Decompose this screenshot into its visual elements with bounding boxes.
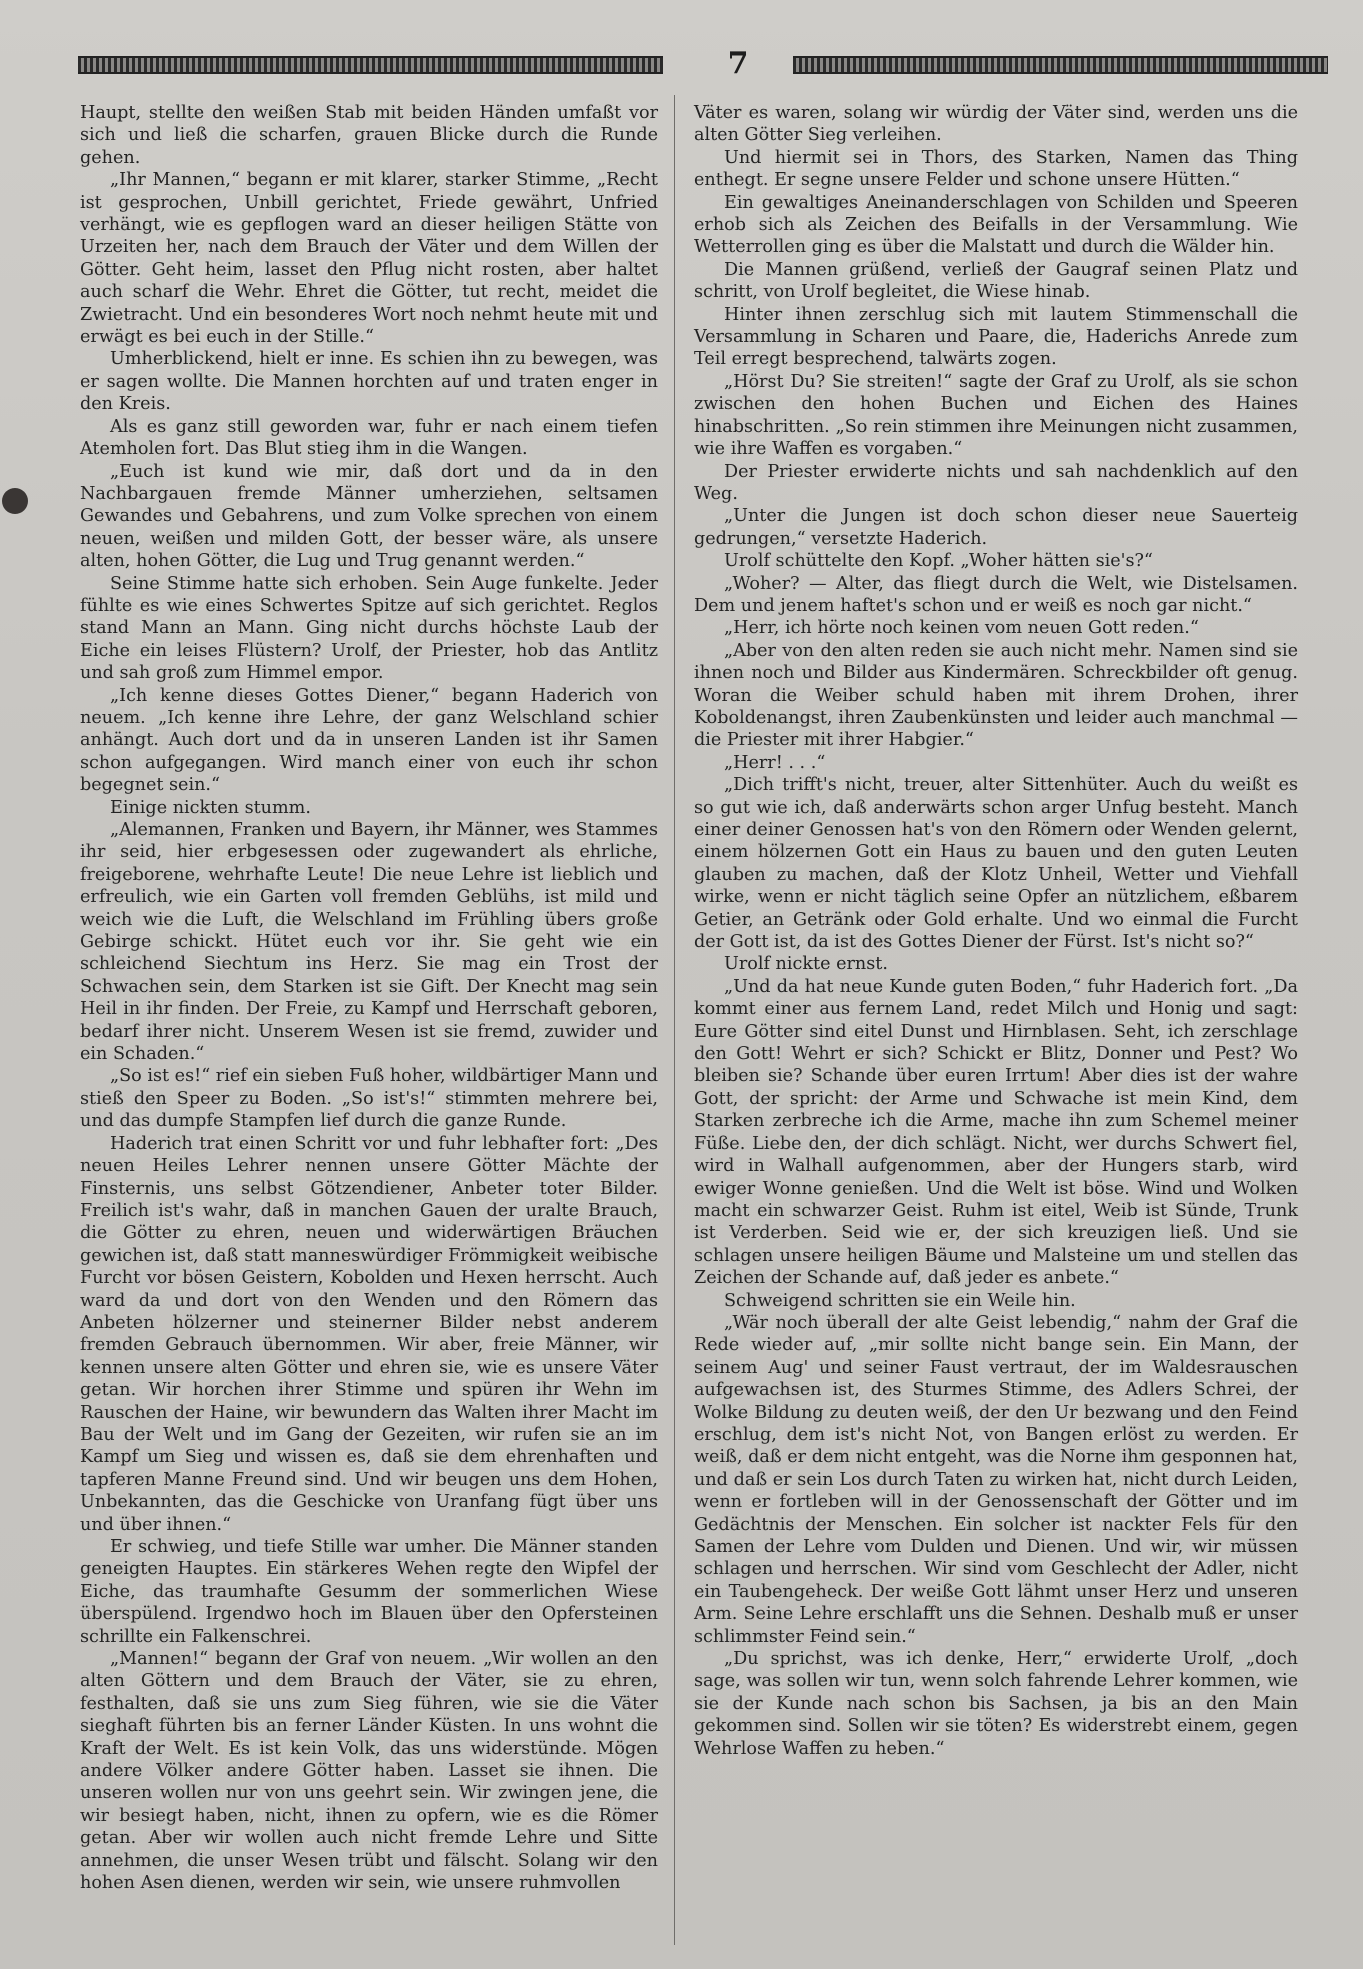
page-header <box>78 46 1328 81</box>
paragraph: „Aber von den alten reden sie auch nicht mehr. Namen sind sie ihnen noch und Bilder aus Kindermären. Schreckbilder oft genug. Woran die Weiber schuld haben mit ihrem Drohen, ihrer Koboldenangst, ihren Zaubenkünsten und leider auch manchmal — die Priester mit ihrer Habgier.“ <box>694 640 1298 751</box>
paragraph: Hinter ihnen zerschlug sich mit lautem Stimmenschall die Versammlung in Scharen und Paare, die, Haderichs Anrede zum Teil erregt besprechend, talwärts zogen. <box>694 304 1298 370</box>
paragraph: Schweigend schritten sie ein Weile hin. <box>724 1290 1076 1311</box>
paragraph: „Woher? — Alter, das fliegt durch die Welt, wie Distelsamen. Dem und jenem haftet's schon und er weiß es noch gar nicht.“ <box>694 573 1298 616</box>
header-ornament-right <box>793 56 1328 74</box>
paragraph: Ein gewaltiges Aneinanderschlagen von Schilden und Speeren erhob sich als Zeichen des Beifalls in der Versammlung. Wie Wetterrollen ging es über die Malstatt und durch die Wälder hin. <box>694 192 1298 258</box>
paragraph: Er schwieg, und tiefe Stille war umher. Die Männer standen geneigten Hauptes. Ein stärkeres Wehen regte den Wipfel der Eiche, das traumhafte Gesumm der sommerlichen Wiese überspülend. Irgendwo hoch im Blauen über den Opfersteinen schrillte ein Falkenschrei. <box>80 1537 658 1647</box>
header-ornament-left <box>78 56 663 74</box>
paragraph: Die Mannen grüßend, verließ der Gaugraf seinen Platz und schritt, von Urolf begleitet, die Wiese hinab. <box>694 259 1298 303</box>
column-divider <box>674 95 675 1945</box>
paragraph: Haderich trat einen Schritt vor und fuhr lebhafter fort: „Des neuen Heiles Lehrer nennen unsere Götter Mächte der Finsternis, uns selbst Götzendiener, Anbeter toter Bilder. Freilich ist's wahr, daß in manchen Gauen der uralte Brauch, die Götter zu ehren, neuen und widerwärtigen Bräuchen gewichen ist, daß statt manneswürdiger Frömmigkeit weibische Furcht vor bösen Geistern, Kobolden und Hexen herrscht. Auch ward da und dort von den Wenden und den Römern das Anbeten hölzerner und steinerner Bilder nebst anderem fremden Gebrauch übernommen. Wir aber, freie Männer, wir kennen unsere alten Götter und ehren sie, wie es unsere Väter getan. Wir horchen ihrer Stimme und spüren ihr Wehn im Rauschen der Haine, wir bewundern das Walten ihrer Macht im Bau der Welt und im Gang der Gezeiten, wir rufen sie an im Kampf um Sieg und wissen es, daß sie dem ehrenhaften und tapferen Manne Freund sind. Und wir beugen uns dem Hohen, Unbekannten, das die Geschicke von Uranfang fügt über uns und über ihnen.“ <box>80 1133 658 1535</box>
paragraph: „Herr, ich hörte noch keinen vom neuen Gott reden.“ <box>724 618 1199 639</box>
paragraph: Und hiermit sei in Thors, des Starken, Namen das Thing enthegt. Er segne unsere Felder und schone unsere Hütten.“ <box>694 147 1298 191</box>
paragraph: „Ich kenne dieses Gottes Diener,“ begann Haderich von neuem. „Ich kenne ihre Lehre, der ganz Welschland schier anhängt. Auch dort und da in unseren Landen ist ihr Samen schon aufgegangen. Wird manch einer von euch ihr schon begegnet sein.“ <box>80 685 658 796</box>
paragraph: „Du sprichst, was ich denke, Herr,“ erwiderte Urolf, „doch sage, was sollen wir tun, wenn solch fahrende Lehrer kommen, wie sie der Kunde nach schon bis Sachsen, ja bis an den Main gekommen sind. Sollen wir sie töten? Es widerstrebt einem, gegen Wehrlose Waffen zu heben.“ <box>694 1649 1298 1759</box>
right-text-column <box>694 102 1298 1760</box>
binding-hole <box>2 488 28 514</box>
paragraph: „Euch ist kund wie mir, daß dort und da in den Nachbargauen fremde Männer umherziehen, seltsamen Gewandes und Gebahrens, und zum Volke sprechen von einem neuen, weißen und milden Gott, der besser wäre, als unsere alten, hohen Götter, die Lug und Trug genannt werden.“ <box>80 461 658 572</box>
paragraph: Urolf nickte ernst. <box>724 954 888 975</box>
paragraph: Urolf schüttelte den Kopf. „Woher hätten sie's?“ <box>724 551 1153 572</box>
paragraph: Der Priester erwiderte nichts und sah nachdenklich auf den Weg. <box>694 461 1298 504</box>
paragraph: Haupt, stellte den weißen Stab mit beiden Händen umfaßt vor sich und ließ die scharfen, grauen Blicke durch die Runde gehen. <box>80 103 658 168</box>
paragraph: „Ihr Mannen,“ begann er mit klarer, starker Stimme, „Recht ist gesprochen, Unbill gerichtet, Friede gewährt, Unfried verhängt, wie es gepflogen ward an dieser heiligen Stätte von Urzeiten her, nach dem Brauch der Väter und dem Willen der Götter. Geht heim, lasset den Pflug nicht rosten, aber haltet auch scharf die Wehr. Ehret die Götter, tut recht, meidet die Zwietracht. Und ein besonderes Wort noch nehmt heute mit und erwägt es bei euch in der Stille.“ <box>80 170 658 348</box>
paragraph: „Hörst Du? Sie streiten!“ sagte der Graf zu Urolf, als sie schon zwischen den hohen Buchen und Eichen des Haines hinabschritten. „So rein stimmen ihre Meinungen nicht zusammen, wie ihre Waffen es vorgaben.“ <box>694 371 1298 460</box>
paragraph: Einige nickten stumm. <box>110 797 311 818</box>
paragraph: Umherblickend, hielt er inne. Es schien ihn zu bewegen, was er sagen wollte. Die Mannen horchten auf und traten enger in den Kreis. <box>80 349 658 415</box>
paragraph: „So ist es!“ rief ein sieben Fuß hoher, wildbärtiger Mann und stieß den Speer zu Boden. „So ist's!“ stimmten mehrere bei, und das dumpfe Stampfen lief durch die ganze Runde. <box>80 1066 658 1132</box>
paragraph: „Dich trifft's nicht, treuer, alter Sittenhüter. Auch du weißt es so gut wie ich, daß anderwärts schon arger Unfug besteht. Manch einer deiner Genossen hat's von den Römern oder Wenden gelernt, einem hölzernen Gott ein Haus zu bauen und den guten Leuten glauben zu machen, daß der Klotz Unheil, Wetter und Viehfall wirke, wenn er nicht täglich seine Opfer an nützlichem, eßbarem Getier, an Getränk oder Gold erhalte. Und wo einmal die Furcht der Gott ist, da ist des Gottes Diener der Fürst. Ist's nicht so?“ <box>694 775 1298 953</box>
paragraph: „Wär noch überall der alte Geist lebendig,“ nahm der Graf die Rede wieder auf, „mir sollte nicht bange sein. Ein Mann, der seinem Aug' und seiner Faust vertraut, der im Waldesrauschen aufgewachsen ist, des Sturmes Stimme, des Adlers Schrei, der Wolke Bildung zu deuten weiß, der den Ur bezwang und den Feind erschlug, dem ist's nicht Not, von Bangen erlöst zu werden. Er weiß, daß er dem nicht entgeht, was die Norne ihm gesponnen hat, und daß er sein Los durch Taten zu wirken hat, nicht durch Leiden, wenn er fortleben will in der Genossenschaft der Götter und im Gedächtnis der Menschen. Ein solcher ist nackter Fels für den Samen der Lehre vom Dulden und Dienen. Und wir, wir müssen schlagen und herrschen. Wir sind vom Geschlecht der Adler, nicht ein Taubengeheck. Der weiße Gott lähmt unser Herz und unseren Arm. Seine Lehre erschlafft uns die Sehnen. Deshalb muß er unser schlimmster Feind sein.“ <box>694 1312 1298 1647</box>
paragraph: „Mannen!“ begann der Graf von neuem. „Wir wollen an den alten Göttern und dem Brauch der Väter, sie zu ehren, festhalten, daß sie uns zum Sieg führen, wie sie die Väter sieghaft führten bis an ferner Länder Küsten. In uns wohnt die Kraft der Welt. Es ist kein Volk, das uns widerstünde. Mögen andere Völker andere Götter haben. Lasset sie ihnen. Die unseren wollen nur von uns geehrt sein. Wir zwingen jene, die wir besiegt haben, nicht, ihnen zu opfern, wie es die Römer getan. Aber wir wollen auch nicht fremde Lehre und Sitte annehmen, die unser Wesen trübt und fälscht. Solang wir den hohen Asen dienen, werden wir sein, wie unsere ruhmvollen <box>80 1649 658 1894</box>
left-text-column <box>80 102 658 1895</box>
paragraph: Als es ganz still geworden war, fuhr er nach einem tiefen Atemholen fort. Das Blut stieg ihm in die Wangen. <box>80 416 658 460</box>
paragraph: Seine Stimme hatte sich erhoben. Sein Auge funkelte. Jeder fühlte es wie eines Schwertes Spitze auf sich gerichtet. Reglos stand Mann an Mann. Ging nicht durchs höchste Laub der Eiche ein leises Flüstern? Urolf, der Priester, hob das Antlitz und sah groß zum Himmel empor. <box>80 573 658 684</box>
paragraph: Väter es waren, solang wir würdig der Väter sind, werden uns die alten Götter Sieg verleihen. <box>694 103 1298 146</box>
paragraph: „Herr! . . .“ <box>724 752 826 773</box>
page-number: 7 <box>727 46 749 81</box>
paragraph: „Unter die Jungen ist doch schon dieser neue Sauerteig gedrungen,“ versetzte Haderich. <box>694 506 1298 549</box>
paragraph: „Und da hat neue Kunde guten Boden,“ fuhr Haderich fort. „Da kommt einer aus fernem Land, redet Milch und Honig und sagt: Eure Götter sind eitel Dunst und Hirnblasen. Seht, ich zerschlage den Gott! Wehrt er sich? Schickt er Blitz, Donner und Pest? Wo bleiben sie? Schande über euren Irrtum! Aber dies ist der wahre Gott, der spricht: der Arme und Schwache ist mein Kind, dem Starken zerbreche ich die Arme, mache ihn zum Schemel meiner Füße. Liebe den, der dich schlägt. Nicht, wer durchs Schwert fiel, wird in Walhall aufgenommen, aber der Hungers starb, wird ewiger Wonne genießen. Und die Welt ist böse. Wind und Wolken macht ein schwarzer Geist. Ruhm ist eitel, Weib ist Sünde, Trunk ist Verderben. Seid wie er, der sich kreuzigen ließ. Und sie schlagen unsere heiligen Bäume und Malsteine um und stellen das Zeichen der Schande auf, daß jeder es anbete.“ <box>694 976 1298 1289</box>
paragraph: „Alemannen, Franken und Bayern, ihr Männer, wes Stammes ihr seid, hier erbgesessen oder zugewandert als ehrliche, freigeborene, wehrhafte Leute! Die neue Lehre ist lieblich und erfreulich, wie ein Garten voll fremden Geblühs, ist mild und weich wie die Luft, die Welschland im Frühling übers große Gebirge schickt. Hütet euch vor ihr. Sie geht wie ein schleichend Siechtum ins Herz. Sie mag ein Trost der Schwachen sein, dem Starken ist sie Gift. Der Knecht mag sein Heil in ihr finden. Der Freie, zu Kampf und Herrschaft geboren, bedarf ihrer nicht. Unserem Wesen ist sie fremd, zuwider und ein Schaden.“ <box>80 820 658 1065</box>
